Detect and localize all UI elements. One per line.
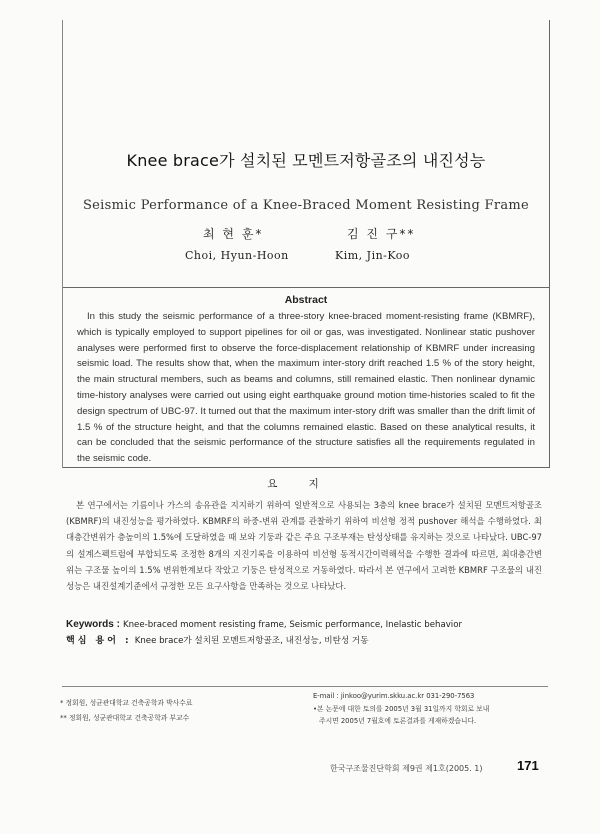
author-1-name-english: Choi, Hyun-Hoon [185,249,289,262]
korean-summary-heading: 요 지 [267,478,333,490]
keywords-english-value: Knee-braced moment resisting frame, Seismic performance, Inelastic behavior [122,620,462,630]
author-2-name-korean: 김 진 구** [347,227,416,241]
contact-email: E-mail : jinkoo@yurim.skku.ac.kr 031-290-7563 [313,692,475,700]
footnote-divider [62,686,548,687]
author-2-name-english: Kim, Jin-Koo [335,249,411,262]
keywords-korean-label: 핵심 용어 : [66,636,132,646]
divider [63,467,549,468]
title-block [62,20,550,288]
abstract-block [62,288,550,468]
discussion-notice-line-1: •본 논문에 대한 토의를 2005년 3월 31일까지 학회로 보내 [313,704,490,713]
keywords-block [66,617,546,649]
author-1-name-korean: 최 현 훈* [203,227,264,241]
korean-summary-text: 본 연구에서는 기름이나 가스의 송유관을 지지하기 위하여 일반적으로 사용되는 3층의 knee brace가 설치된 모멘트저항골조(KBMRF)의 내진성능을 평가하였다. KBMRF의 하중-변위 관계를 관찰하기 위하여 비선형 정적 pushover 해석을 수행하였다. 최대층간변위가 층높이의 1.5%에 도달하였을 때 보와 기둥과 같은 주요 구조부재는 탄성상태를 유지하는 것으로 나타났다. UBC-97의 설계스펙트럼에 부합되도록 조정한 8개의 지진기록을 이용하여 비선형 동적시간이력해석을 수행한 결과에 따르면, 최대층간변위는 구조물 높이의 1.5% 변위한계보다 작았고 기둥은 탄성적으로 거동하였다. 따라서 본 연구에서 고려한 KBMRF 구조물의 내진성능은 내진설계기준에서 규정한 모든 요구사항을 만족하는 것으로 나타났다. [66,500,542,592]
affiliation-1: * 정회원, 성균관대학교 건축공학과 박사수료 [60,699,193,707]
affiliation-2: ** 정회원, 성균관대학교 건축공학과 부교수 [60,714,190,722]
abstract-text: In this study the seismic performance of a three-story knee-braced moment-resisting frame (KBMRF), which is typically employed to support pipelines for oil or gas, was investigated. Nonlinear static pushover analyses were performed first to observe the force-displacement relationship of KBMRF under increasing seismic load. The results show that, when the maximum inter-story drift reached 1.5 % of the story height, the main structural members, such as beams and columns, still remained elastic. Then nonlinear dynamic time-history analyses were carried out using eight earthquake ground motion time-histories scaled to fit the design spectrum of UBC-97. It turned out that the maximum inter-story drift was smaller than the drift limit of 1.5 % of the structure height, and that the columns remained elastic. Based on these analytical results, it can be concluded that the seismic performance of the structure satisfies all the requirements regulated in the seismic code. [77,311,535,465]
keywords-english-label: Keywords : [66,619,120,630]
abstract-heading: Abstract [284,294,328,306]
author-affiliations [60,696,300,726]
paper-title-english: Seismic Performance of a Knee-Braced Moment Resisting Frame [82,198,530,213]
discussion-notice-line-2: 주시면 2005년 7월호에 토론결과를 게재하겠습니다. [319,717,477,725]
paper-title-korean: Knee brace가 설치된 모멘트저항골조의 내진성능 [126,151,486,170]
journal-reference: 한국구조물진단학회 제9권 제1호(2005. 1) [330,764,483,773]
keywords-korean-value: Knee brace가 설치된 모멘트저항골조, 내진성능, 비탄성 거동 [134,636,369,646]
page-number: 171 [517,758,539,773]
keywords-korean-line [66,633,546,649]
keywords-english-line [66,617,546,633]
contact-and-notice [313,690,553,728]
